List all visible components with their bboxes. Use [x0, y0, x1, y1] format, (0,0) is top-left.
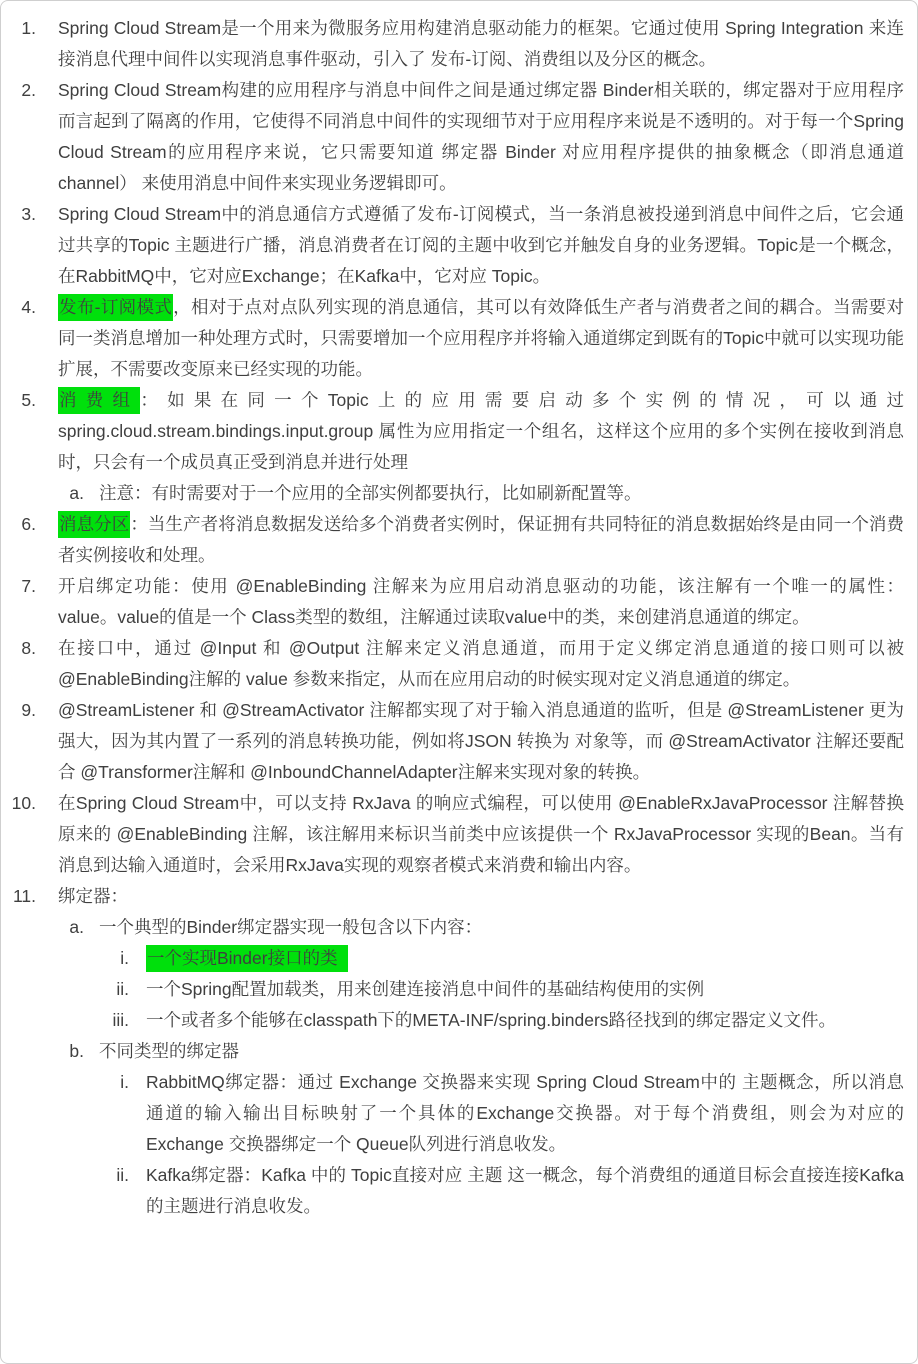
list-item — [99, 1005, 904, 1036]
list-item-number: a. — [69, 917, 84, 937]
list-item-text — [58, 509, 904, 571]
list-item — [1, 633, 904, 695]
list-item-number: 4. — [21, 297, 36, 317]
list-item-text — [58, 292, 904, 385]
list-item — [1, 695, 904, 788]
text-segment: ，相对于点对点队列实现的消息通信，其可以有效降低生产者与消费者之间的耦合。当需要对同一类消息增加一种处理方式时，只需要增加一个应用程序并将输入通道绑定到既有的Topic中就可以实现功能扩展，不需要改变原来已经实现的功能。 — [58, 297, 905, 379]
list-item-content — [146, 974, 904, 1005]
list-item-text — [146, 1067, 904, 1160]
list-item-content — [58, 788, 904, 881]
list-item-content — [58, 75, 904, 199]
list-item-text — [58, 633, 904, 695]
list-item-content — [58, 633, 904, 695]
text-segment: Spring Cloud Stream中的消息通信方式遵循了发布-订阅模式，当一条消息被投递到消息中间件之后，它会通过共享的Topic 主题进行广播，消息消费者在订阅的主题中收到它并触发自身的业务逻辑。Topic是一个概念，在RabbitMQ中，它对应Exchange；在Kafka中，它对应 Topic。 — [58, 204, 904, 286]
list-item-content — [146, 1005, 904, 1036]
list-item-number: iii. — [112, 1010, 129, 1030]
list-item-content — [58, 509, 904, 571]
list-item — [1, 385, 904, 509]
list-item — [1, 292, 904, 385]
document-list — [1, 1, 917, 1222]
highlighted-text: 发布-订阅模式 — [58, 294, 173, 321]
list-item-number: ii. — [116, 1165, 129, 1185]
list-item — [99, 1067, 904, 1160]
text-segment: ：如果在同一个Topic上的应用需要启动多个实例的情况，可以通过 spring.cloud.stream.bindings.input.group 属性为应用指定一个组名，这样这个应用的多个实例在接收到消息时，只会有一个成员真正受到消息并进行处理 — [58, 390, 905, 472]
list-item-content — [58, 571, 904, 633]
highlighted-text: 一个实现Binder接口的类 — [146, 945, 348, 972]
text-segment: 在接口中，通过 @Input 和 @Output 注解来定义消息通道，而用于定义绑定消息通道的接口则可以被 @EnableBinding注解的 value 参数来指定，从而在应用启动的时候实现对定义消息通道的绑定。 — [58, 638, 904, 689]
list-item-text — [58, 695, 904, 788]
list-item-number: 11. — [12, 886, 36, 906]
highlighted-text: 消息分区 — [58, 511, 130, 538]
list-item-number: 1. — [21, 18, 36, 38]
list-item-number: 2. — [21, 80, 36, 100]
list-item-number: ii. — [116, 979, 129, 999]
list-item-text — [58, 75, 904, 199]
list-item-number: 7. — [21, 576, 36, 596]
text-segment: 不同类型的绑定器 — [99, 1041, 239, 1061]
list-item-text — [146, 1005, 904, 1036]
list-item-content — [99, 912, 904, 1036]
list-item-content — [99, 478, 904, 509]
list-item-text — [146, 974, 904, 1005]
list-item — [1, 788, 904, 881]
list-item-text — [146, 943, 904, 974]
list-item — [99, 943, 904, 974]
list-item — [58, 912, 904, 1036]
list-item-text — [99, 912, 904, 943]
list-item-text — [146, 1160, 904, 1222]
list-item-content — [58, 881, 904, 1222]
text-segment: RabbitMQ绑定器：通过 Exchange 交换器来实现 Spring Cloud Stream中的 主题概念，所以消息通道的输入输出目标映射了一个具体的Exchange交换器。对于每个消费组，则会为对应的Exchange 交换器绑定一个 Queue队列进行消息收发。 — [146, 1072, 904, 1154]
text-segment: 一个Spring配置加载类，用来创建连接消息中间件的基础结构使用的实例 — [146, 979, 705, 999]
list-item-content — [58, 13, 904, 75]
list-item — [1, 571, 904, 633]
list-item-text — [58, 13, 904, 75]
list-item-number: a. — [69, 483, 84, 503]
list-item-text — [58, 788, 904, 881]
list-item-text — [58, 571, 904, 633]
list-item-number: 5. — [21, 390, 36, 410]
text-segment: Spring Cloud Stream是一个用来为微服务应用构建消息驱动能力的框架。它通过使用 Spring Integration 来连接消息代理中间件以实现消息事件驱动，引入了 发布-订阅、消费组以及分区的概念。 — [58, 18, 904, 69]
text-segment: 绑定器： — [58, 886, 128, 906]
list-item-number: 8. — [21, 638, 36, 658]
list-item — [58, 478, 904, 509]
list-item-content — [146, 1160, 904, 1222]
list-item-text — [99, 478, 904, 509]
list-item-content — [58, 292, 904, 385]
list-item-text — [58, 385, 904, 478]
list-item-text — [58, 199, 904, 292]
list-item-text — [58, 881, 904, 912]
list-item-text — [99, 1036, 904, 1067]
list-item — [1, 881, 904, 1222]
list-item-content — [99, 1036, 904, 1222]
list-item-content — [58, 695, 904, 788]
list-item-content — [146, 1067, 904, 1160]
highlighted-text: 消费组 — [58, 387, 140, 414]
list-item — [1, 75, 904, 199]
list-item — [99, 1160, 904, 1222]
list-item-number: 10. — [11, 793, 36, 813]
list-item-content — [58, 199, 904, 292]
list-item — [1, 199, 904, 292]
text-segment: 一个典型的Binder绑定器实现一般包含以下内容： — [99, 917, 483, 937]
list-item-number: b. — [69, 1041, 84, 1061]
text-segment: 一个或者多个能够在classpath下的META-INF/spring.binders路径找到的绑定器定义文件。 — [146, 1010, 837, 1030]
list-item — [58, 1036, 904, 1222]
text-segment: 注意：有时需要对于一个应用的全部实例都要执行，比如刷新配置等。 — [99, 483, 642, 503]
text-segment: Spring Cloud Stream构建的应用程序与消息中间件之间是通过绑定器 Binder相关联的，绑定器对于应用程序而言起到了隔离的作用，它使得不同消息中间件的实现细节对于应用程序来说是不透明的。对于每一个Spring Cloud Stream的应用程序来说，它只需要知道 绑定器 Binder 对应用程序提供的抽象概念（即消息通道channel） 来使用消息中间件来实现业务逻辑即可。 — [58, 80, 904, 193]
list-item — [1, 13, 904, 75]
text-segment: ：当生产者将消息数据发送给多个消费者实例时，保证拥有共同特征的消息数据始终是由同一个消费者实例接收和处理。 — [58, 514, 904, 565]
list-item-number: 3. — [21, 204, 36, 224]
list-item-content — [58, 385, 904, 509]
list-item-number: 6. — [21, 514, 36, 534]
text-segment: Kafka绑定器：Kafka 中的 Topic直接对应 主题 这一概念，每个消费组的通道目标会直接连接Kafka的主题进行消息收发。 — [146, 1165, 904, 1216]
list-item-content — [146, 943, 904, 974]
list-item — [99, 974, 904, 1005]
text-segment: 开启绑定功能：使用 @EnableBinding 注解来为应用启动消息驱动的功能，该注解有一个唯一的属性：value。value的值是一个 Class类型的数组，注解通过读取value中的类，来创建消息通道的绑定。 — [58, 576, 904, 627]
text-segment: @StreamListener 和 @StreamActivator 注解都实现了对于输入消息通道的监听，但是 @StreamListener 更为强大，因为其内置了一系列的消息转换功能，例如将JSON 转换为 对象等，而 @StreamActivator 注解还要配合 @Transformer注解和 @InboundChannelAdapter注解来实现对象的转换。 — [58, 700, 904, 782]
list-item — [1, 509, 904, 571]
list-item-number: i. — [120, 948, 129, 968]
text-segment: 在Spring Cloud Stream中，可以支持 RxJava 的响应式编程，可以使用 @EnableRxJavaProcessor 注解替换原来的 @EnableBinding 注解，该注解用来标识当前类中应该提供一个 RxJavaProcessor 实现的Bean。当有消息到达输入通道时，会采用RxJava实现的观察者模式来消费和输出内容。 — [58, 793, 904, 875]
list-item-number: i. — [120, 1072, 129, 1092]
list-item-number: 9. — [21, 700, 36, 720]
